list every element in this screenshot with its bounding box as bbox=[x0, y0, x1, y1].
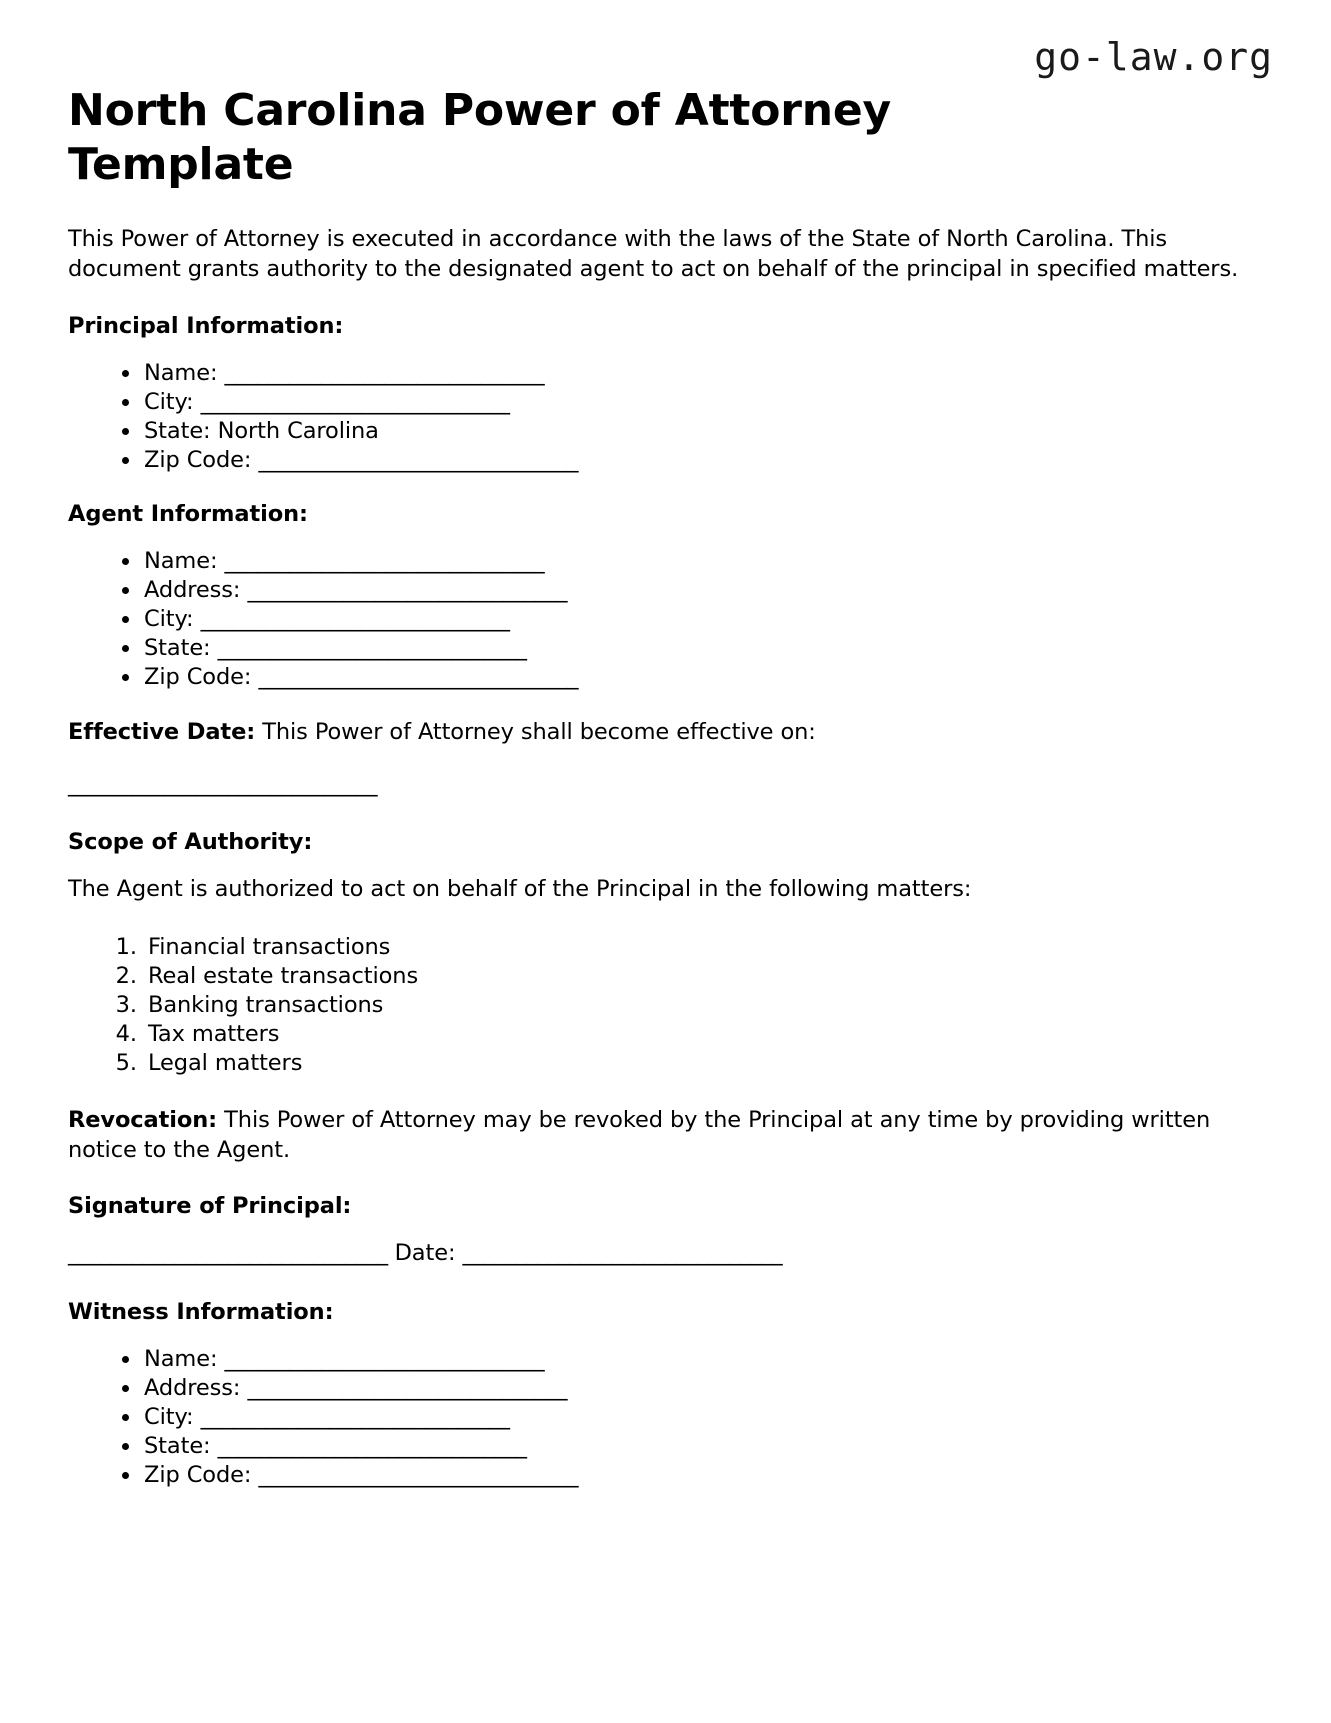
effective-date-label: Effective Date: bbox=[68, 718, 256, 745]
effective-date-text: This Power of Attorney shall become effective on: bbox=[262, 718, 816, 745]
field-label: Zip Code: bbox=[144, 446, 252, 473]
list-item bbox=[142, 1432, 1243, 1461]
document-body bbox=[68, 84, 1243, 1516]
agent-field-list bbox=[68, 547, 1243, 692]
field-blank[interactable]: ______________________________ bbox=[247, 1375, 567, 1402]
field-blank[interactable]: _____________________________ bbox=[217, 1433, 527, 1460]
field-blank[interactable]: _____________________________ bbox=[200, 1404, 510, 1431]
field-label: Address: bbox=[144, 576, 241, 603]
scope-of-authority-heading: Scope of Authority: bbox=[68, 829, 313, 856]
date-label: Date: bbox=[394, 1240, 456, 1267]
effective-date-blank[interactable]: _____________________________ bbox=[68, 770, 377, 797]
list-item: 2. Real estate transactions bbox=[144, 962, 1243, 991]
principal-field-list bbox=[68, 359, 1243, 475]
field-label: City: bbox=[144, 605, 194, 632]
agent-information-heading: Agent Information: bbox=[68, 500, 308, 527]
field-blank[interactable]: ______________________________ bbox=[258, 1462, 578, 1489]
list-item: 5. Legal matters bbox=[144, 1049, 1243, 1078]
list-item bbox=[142, 388, 1243, 417]
list-item bbox=[142, 417, 1243, 446]
list-item bbox=[142, 547, 1243, 576]
list-item bbox=[142, 359, 1243, 388]
field-label: Zip Code: bbox=[144, 1462, 252, 1489]
list-item bbox=[142, 605, 1243, 634]
field-label: State: bbox=[144, 1433, 211, 1460]
field-blank[interactable]: ______________________________ bbox=[224, 1346, 545, 1373]
field-blank[interactable]: _____________________________ bbox=[200, 605, 510, 632]
witness-field-list bbox=[68, 1345, 1243, 1490]
list-item bbox=[142, 1374, 1243, 1403]
list-item bbox=[142, 663, 1243, 692]
intro-paragraph: This Power of Attorney is executed in accordance with the laws of the State of North Carolina. This document grants authority to the designated agent to act on behalf of the principal in specified matters. bbox=[68, 226, 1239, 283]
field-label: Zip Code: bbox=[144, 663, 252, 690]
field-label: Address: bbox=[144, 1375, 241, 1402]
list-item: 1. Financial transactions bbox=[144, 933, 1243, 962]
field-label: Name: bbox=[144, 359, 218, 386]
list-item bbox=[142, 1461, 1243, 1490]
revocation-text: This Power of Attorney may be revoked by the Principal at any time by providing written notice to the Agent. bbox=[68, 1107, 1211, 1163]
list-item: 4. Tax matters bbox=[144, 1020, 1243, 1049]
list-item: 3. Banking transactions bbox=[144, 991, 1243, 1020]
field-blank[interactable]: ______________________________ bbox=[224, 359, 545, 386]
scope-items-list bbox=[68, 933, 1243, 1078]
field-value: North Carolina bbox=[217, 417, 379, 444]
list-item bbox=[142, 1345, 1243, 1374]
field-label: State: bbox=[144, 634, 211, 661]
field-label: State: bbox=[144, 417, 211, 444]
field-blank[interactable]: _____________________________ bbox=[200, 388, 510, 415]
effective-date-paragraph bbox=[68, 718, 1243, 748]
field-blank[interactable]: ______________________________ bbox=[258, 446, 578, 473]
signature-blank[interactable]: ______________________________ bbox=[68, 1240, 388, 1267]
field-label: City: bbox=[144, 1404, 194, 1431]
list-item bbox=[142, 576, 1243, 605]
signature-row bbox=[68, 1239, 1243, 1269]
page-title: North Carolina Power of Attorney Template bbox=[68, 85, 892, 190]
field-blank[interactable]: ______________________________ bbox=[247, 576, 567, 603]
date-blank[interactable]: ______________________________ bbox=[462, 1240, 783, 1267]
revocation-paragraph bbox=[68, 1106, 1243, 1165]
field-blank[interactable]: ______________________________ bbox=[258, 663, 578, 690]
field-label: City: bbox=[144, 388, 194, 415]
witness-information-heading: Witness Information: bbox=[68, 1299, 334, 1326]
scope-intro-paragraph: The Agent is authorized to act on behalf of the Principal in the following matters: bbox=[68, 876, 972, 903]
list-item bbox=[142, 1403, 1243, 1432]
site-brand-logo: go-law.org bbox=[1034, 35, 1273, 79]
field-label: Name: bbox=[144, 547, 218, 574]
list-item bbox=[142, 446, 1243, 475]
field-blank[interactable]: _____________________________ bbox=[217, 634, 527, 661]
list-item bbox=[142, 634, 1243, 663]
field-blank[interactable]: ______________________________ bbox=[224, 547, 545, 574]
field-label: Name: bbox=[144, 1346, 218, 1373]
signature-of-principal-heading: Signature of Principal: bbox=[68, 1193, 352, 1220]
principal-information-heading: Principal Information: bbox=[68, 312, 344, 339]
revocation-label: Revocation: bbox=[68, 1107, 218, 1133]
